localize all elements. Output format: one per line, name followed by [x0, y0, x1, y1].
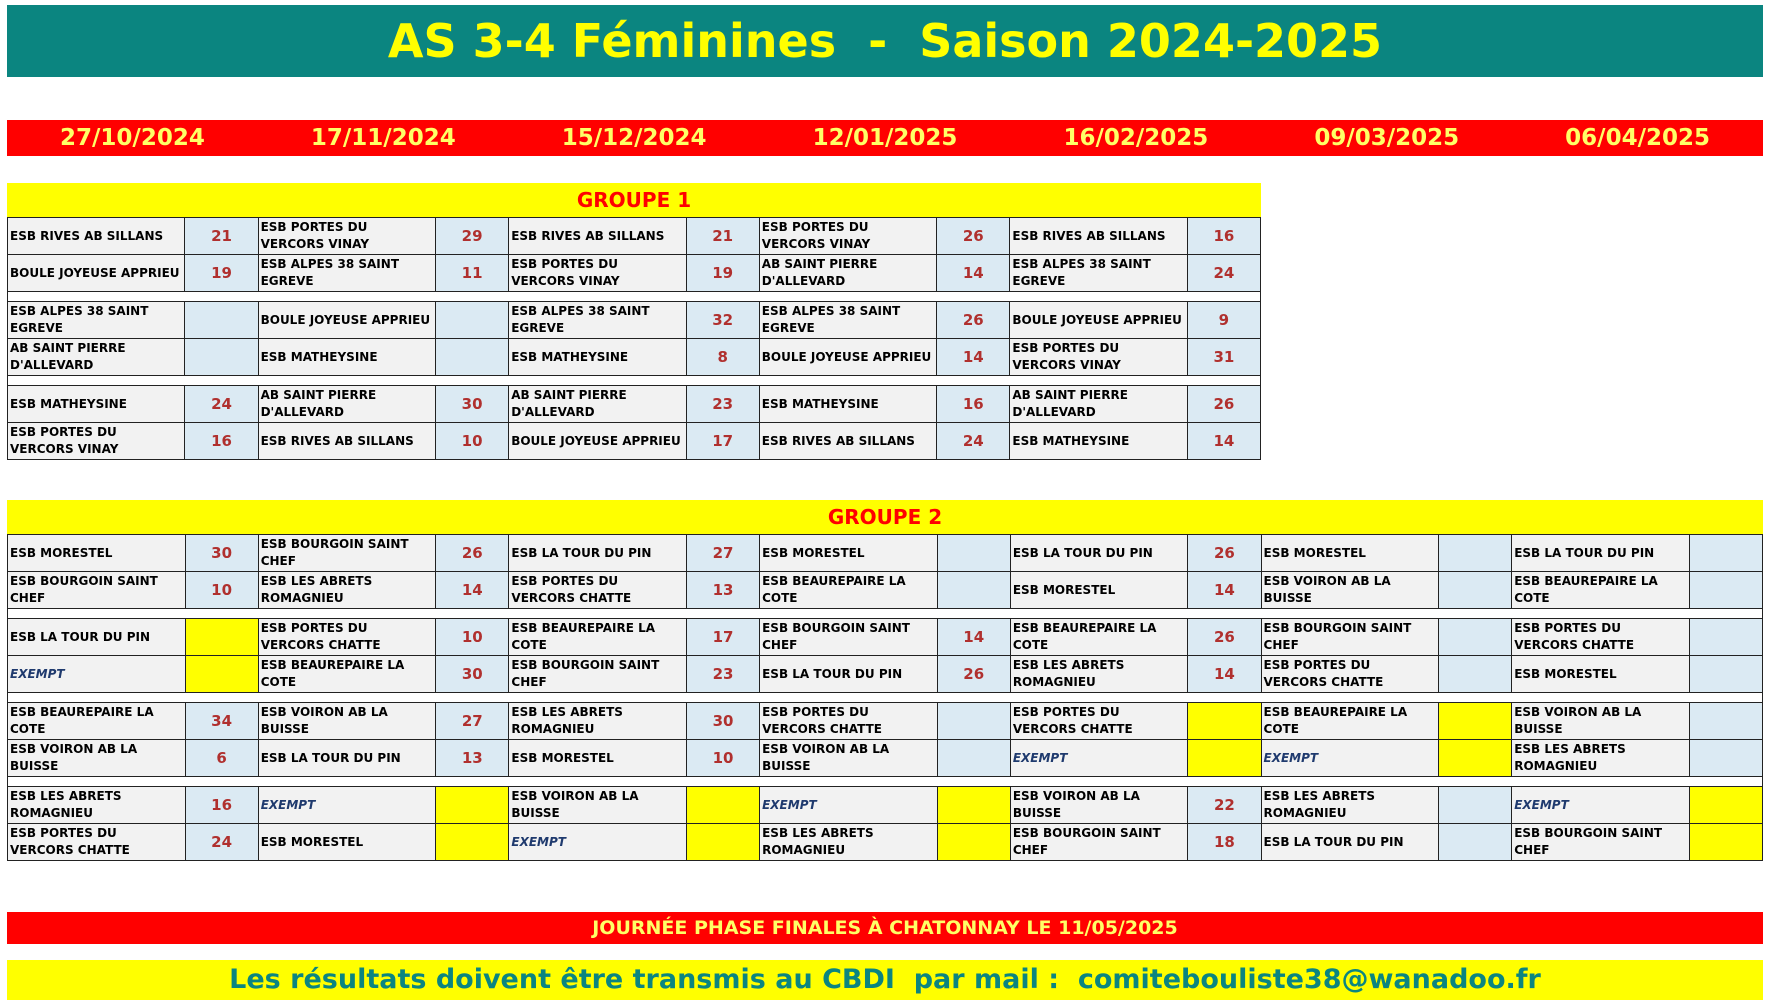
match-row: [8, 423, 1261, 460]
team-cell: ESB BOURGOIN SAINT CHEF: [1010, 824, 1188, 861]
score-cell: 14: [1188, 656, 1261, 693]
spacer-cell: [8, 777, 1763, 787]
team-cell: ESB RIVES AB SILLANS: [509, 218, 686, 255]
score-cell: [436, 302, 509, 339]
score-cell: 30: [436, 656, 509, 693]
score-cell: 30: [436, 386, 509, 423]
team-cell: EXEMPT: [1512, 787, 1690, 824]
score-cell: 24: [937, 423, 1010, 460]
team-cell: ESB PORTES DU VERCORS CHATTE: [8, 824, 186, 861]
team-cell: ESB VOIRON AB LA BUISSE: [258, 703, 436, 740]
team-cell: ESB MORESTEL: [258, 824, 436, 861]
team-cell: ESB PORTES DU VERCORS VINAY: [258, 218, 435, 255]
groupe1-table: [7, 217, 1261, 460]
date-4: 12/01/2025: [812, 125, 958, 151]
date-3: 15/12/2024: [561, 125, 707, 151]
score-cell: [1689, 787, 1762, 824]
score-cell: 27: [686, 535, 759, 572]
page-title: AS 3-4 Féminines - Saison 2024-2025: [7, 5, 1763, 77]
date-6: 09/03/2025: [1314, 125, 1460, 151]
team-cell: ESB LA TOUR DU PIN: [760, 656, 938, 693]
team-cell: ESB BEAUREPAIRE LA COTE: [1261, 703, 1439, 740]
team-cell: ESB BOURGOIN SAINT CHEF: [258, 535, 436, 572]
team-cell: ESB VOIRON AB LA BUISSE: [1010, 787, 1188, 824]
score-cell: 21: [686, 218, 759, 255]
team-cell: ESB LA TOUR DU PIN: [1010, 535, 1188, 572]
team-cell: ESB LES ABRETS ROMAGNIEU: [258, 572, 436, 609]
score-cell: [1439, 740, 1512, 777]
score-cell: [937, 535, 1010, 572]
team-cell: EXEMPT: [1010, 740, 1188, 777]
score-cell: 24: [185, 824, 258, 861]
score-cell: 32: [686, 302, 759, 339]
score-cell: [185, 339, 258, 376]
team-cell: ESB VOIRON AB LA BUISSE: [509, 787, 687, 824]
team-cell: ESB BEAUREPAIRE LA COTE: [1512, 572, 1690, 609]
spacer-cell: [8, 292, 1261, 302]
team-cell: EXEMPT: [760, 787, 938, 824]
score-cell: 26: [436, 535, 509, 572]
score-cell: 19: [686, 255, 759, 292]
score-cell: [436, 339, 509, 376]
score-cell: [1689, 824, 1762, 861]
score-cell: 9: [1187, 302, 1260, 339]
team-cell: ESB MORESTEL: [8, 535, 186, 572]
team-cell: ESB RIVES AB SILLANS: [8, 218, 185, 255]
score-cell: [1439, 787, 1512, 824]
finals-banner: JOURNÉE PHASE FINALES À CHATONNAY LE 11/05/2025: [7, 912, 1763, 944]
team-cell: ESB PORTES DU VERCORS VINAY: [509, 255, 686, 292]
team-cell: ESB BEAUREPAIRE LA COTE: [760, 572, 938, 609]
match-row: [8, 302, 1261, 339]
score-cell: 26: [937, 302, 1010, 339]
team-cell: ESB PORTES DU VERCORS VINAY: [1010, 339, 1187, 376]
score-cell: 10: [436, 423, 509, 460]
team-cell: ESB BOURGOIN SAINT CHEF: [1512, 824, 1690, 861]
date-2: 17/11/2024: [310, 125, 456, 151]
team-cell: ESB VOIRON AB LA BUISSE: [1261, 572, 1439, 609]
score-cell: 31: [1187, 339, 1260, 376]
score-cell: 26: [1188, 535, 1261, 572]
score-cell: 34: [185, 703, 258, 740]
team-cell: ESB PORTES DU VERCORS CHATTE: [760, 703, 938, 740]
team-cell: ESB MATHEYSINE: [8, 386, 185, 423]
date-5: 16/02/2025: [1063, 125, 1209, 151]
team-cell: AB SAINT PIERRE D'ALLEVARD: [759, 255, 936, 292]
score-cell: [436, 824, 509, 861]
team-cell: ESB RIVES AB SILLANS: [759, 423, 936, 460]
team-cell: ESB PORTES DU VERCORS VINAY: [759, 218, 936, 255]
score-cell: 14: [937, 619, 1010, 656]
team-cell: ESB LES ABRETS ROMAGNIEU: [1010, 656, 1188, 693]
groupe1-title: GROUPE 1: [7, 183, 1261, 217]
score-cell: 29: [436, 218, 509, 255]
score-cell: [1439, 619, 1512, 656]
score-cell: [1439, 824, 1512, 861]
score-cell: [686, 787, 759, 824]
score-cell: 10: [185, 572, 258, 609]
team-cell: ESB BOURGOIN SAINT CHEF: [1261, 619, 1439, 656]
team-cell: ESB RIVES AB SILLANS: [1010, 218, 1187, 255]
spacer-row: [8, 609, 1763, 619]
team-cell: ESB BEAUREPAIRE LA COTE: [1010, 619, 1188, 656]
match-row: [8, 824, 1763, 861]
score-cell: [436, 787, 509, 824]
team-cell: ESB MORESTEL: [1010, 572, 1188, 609]
score-cell: 23: [686, 656, 759, 693]
match-row: [8, 619, 1763, 656]
groupe2-table: [7, 534, 1763, 861]
team-cell: ESB BOURGOIN SAINT CHEF: [760, 619, 938, 656]
score-cell: 14: [937, 255, 1010, 292]
score-cell: [1689, 740, 1762, 777]
score-cell: [185, 656, 258, 693]
team-cell: AB SAINT PIERRE D'ALLEVARD: [258, 386, 435, 423]
score-cell: [1439, 535, 1512, 572]
score-cell: 26: [937, 218, 1010, 255]
score-cell: 11: [436, 255, 509, 292]
score-cell: 24: [1187, 255, 1260, 292]
team-cell: ESB RIVES AB SILLANS: [258, 423, 435, 460]
score-cell: [1689, 572, 1762, 609]
team-cell: ESB MATHEYSINE: [509, 339, 686, 376]
score-cell: 30: [185, 535, 258, 572]
score-cell: 17: [686, 423, 759, 460]
score-cell: [937, 572, 1010, 609]
score-cell: 8: [686, 339, 759, 376]
score-cell: 19: [185, 255, 258, 292]
score-cell: 16: [185, 423, 258, 460]
score-cell: 14: [937, 339, 1010, 376]
team-cell: EXEMPT: [1261, 740, 1439, 777]
score-cell: 13: [436, 740, 509, 777]
team-cell: ESB BEAUREPAIRE LA COTE: [509, 619, 687, 656]
team-cell: ESB LES ABRETS ROMAGNIEU: [509, 703, 687, 740]
score-cell: 26: [937, 656, 1010, 693]
score-cell: [185, 619, 258, 656]
team-cell: ESB LA TOUR DU PIN: [258, 740, 436, 777]
match-row: [8, 656, 1763, 693]
team-cell: ESB PORTES DU VERCORS CHATTE: [1010, 703, 1188, 740]
score-cell: 14: [1187, 423, 1260, 460]
score-cell: 18: [1188, 824, 1261, 861]
score-cell: 22: [1188, 787, 1261, 824]
score-cell: [937, 740, 1010, 777]
score-cell: 14: [1188, 572, 1261, 609]
score-cell: 24: [185, 386, 258, 423]
team-cell: ESB MATHEYSINE: [1010, 423, 1187, 460]
team-cell: AB SAINT PIERRE D'ALLEVARD: [1010, 386, 1187, 423]
team-cell: ESB MATHEYSINE: [759, 386, 936, 423]
score-cell: [1439, 656, 1512, 693]
date-7: 06/04/2025: [1565, 125, 1710, 151]
team-cell: ESB ALPES 38 SAINT EGREVE: [509, 302, 686, 339]
score-cell: 16: [185, 787, 258, 824]
match-row: [8, 218, 1261, 255]
score-cell: 30: [686, 703, 759, 740]
score-cell: 10: [686, 740, 759, 777]
match-row: [8, 386, 1261, 423]
score-cell: [1188, 703, 1261, 740]
team-cell: BOULE JOYEUSE APPRIEU: [258, 302, 435, 339]
team-cell: AB SAINT PIERRE D'ALLEVARD: [8, 339, 185, 376]
team-cell: ESB LES ABRETS ROMAGNIEU: [1261, 787, 1439, 824]
score-cell: [937, 703, 1010, 740]
team-cell: BOULE JOYEUSE APPRIEU: [1010, 302, 1187, 339]
groupe2-title: GROUPE 2: [7, 500, 1763, 534]
spacer-row: [8, 292, 1261, 302]
match-row: [8, 740, 1763, 777]
team-cell: ESB LES ABRETS ROMAGNIEU: [8, 787, 186, 824]
team-cell: ESB VOIRON AB LA BUISSE: [760, 740, 938, 777]
score-cell: 16: [1187, 218, 1260, 255]
score-cell: 23: [686, 386, 759, 423]
score-cell: 13: [686, 572, 759, 609]
dates-bar: [7, 120, 1763, 156]
team-cell: ESB LA TOUR DU PIN: [509, 535, 687, 572]
team-cell: ESB LA TOUR DU PIN: [1512, 535, 1690, 572]
team-cell: ESB ALPES 38 SAINT EGREVE: [759, 302, 936, 339]
team-cell: ESB VOIRON AB LA BUISSE: [8, 740, 186, 777]
match-row: [8, 535, 1763, 572]
score-cell: 27: [436, 703, 509, 740]
spacer-cell: [8, 376, 1261, 386]
team-cell: EXEMPT: [8, 656, 186, 693]
spacer-row: [8, 376, 1261, 386]
score-cell: [1188, 740, 1261, 777]
team-cell: ESB PORTES DU VERCORS VINAY: [8, 423, 185, 460]
score-cell: 26: [1188, 619, 1261, 656]
score-cell: 21: [185, 218, 258, 255]
team-cell: ESB PORTES DU VERCORS CHATTE: [258, 619, 436, 656]
team-cell: ESB LA TOUR DU PIN: [8, 619, 186, 656]
team-cell: ESB PORTES DU VERCORS CHATTE: [509, 572, 687, 609]
match-row: [8, 255, 1261, 292]
team-cell: ESB MORESTEL: [1261, 535, 1439, 572]
team-cell: ESB BEAUREPAIRE LA COTE: [258, 656, 436, 693]
team-cell: ESB LA TOUR DU PIN: [1261, 824, 1439, 861]
team-cell: ESB MORESTEL: [760, 535, 938, 572]
score-cell: [1439, 572, 1512, 609]
score-cell: 17: [686, 619, 759, 656]
match-row: [8, 703, 1763, 740]
team-cell: EXEMPT: [258, 787, 436, 824]
team-cell: ESB MORESTEL: [509, 740, 687, 777]
team-cell: ESB ALPES 38 SAINT EGREVE: [1010, 255, 1187, 292]
team-cell: AB SAINT PIERRE D'ALLEVARD: [509, 386, 686, 423]
score-cell: 6: [185, 740, 258, 777]
score-cell: 26: [1187, 386, 1260, 423]
team-cell: ESB BOURGOIN SAINT CHEF: [8, 572, 186, 609]
match-row: [8, 339, 1261, 376]
score-cell: [686, 824, 759, 861]
date-1: 27/10/2024: [60, 125, 205, 151]
score-cell: [937, 824, 1010, 861]
score-cell: 10: [436, 619, 509, 656]
spacer-row: [8, 777, 1763, 787]
team-cell: ESB LES ABRETS ROMAGNIEU: [760, 824, 938, 861]
score-cell: [1689, 619, 1762, 656]
team-cell: ESB MATHEYSINE: [258, 339, 435, 376]
team-cell: ESB BOURGOIN SAINT CHEF: [509, 656, 687, 693]
score-cell: [937, 787, 1010, 824]
team-cell: ESB MORESTEL: [1512, 656, 1690, 693]
team-cell: ESB BEAUREPAIRE LA COTE: [8, 703, 186, 740]
spacer-cell: [8, 609, 1763, 619]
footer-contact: Les résultats doivent être transmis au CBDI par mail : comitebouliste38@wanadoo.fr: [7, 960, 1763, 1000]
score-cell: [1689, 703, 1762, 740]
team-cell: ESB ALPES 38 SAINT EGREVE: [8, 302, 185, 339]
score-cell: [185, 302, 258, 339]
score-cell: 16: [937, 386, 1010, 423]
match-row: [8, 572, 1763, 609]
team-cell: ESB PORTES DU VERCORS CHATTE: [1512, 619, 1690, 656]
score-cell: [1689, 656, 1762, 693]
spacer-row: [8, 693, 1763, 703]
team-cell: BOULE JOYEUSE APPRIEU: [8, 255, 185, 292]
team-cell: ESB ALPES 38 SAINT EGREVE: [258, 255, 435, 292]
team-cell: BOULE JOYEUSE APPRIEU: [759, 339, 936, 376]
spacer-cell: [8, 693, 1763, 703]
score-cell: 14: [436, 572, 509, 609]
match-row: [8, 787, 1763, 824]
team-cell: ESB PORTES DU VERCORS CHATTE: [1261, 656, 1439, 693]
team-cell: ESB LES ABRETS ROMAGNIEU: [1512, 740, 1690, 777]
score-cell: [1439, 703, 1512, 740]
team-cell: EXEMPT: [509, 824, 687, 861]
score-cell: [1689, 535, 1762, 572]
team-cell: ESB VOIRON AB LA BUISSE: [1512, 703, 1690, 740]
team-cell: BOULE JOYEUSE APPRIEU: [509, 423, 686, 460]
